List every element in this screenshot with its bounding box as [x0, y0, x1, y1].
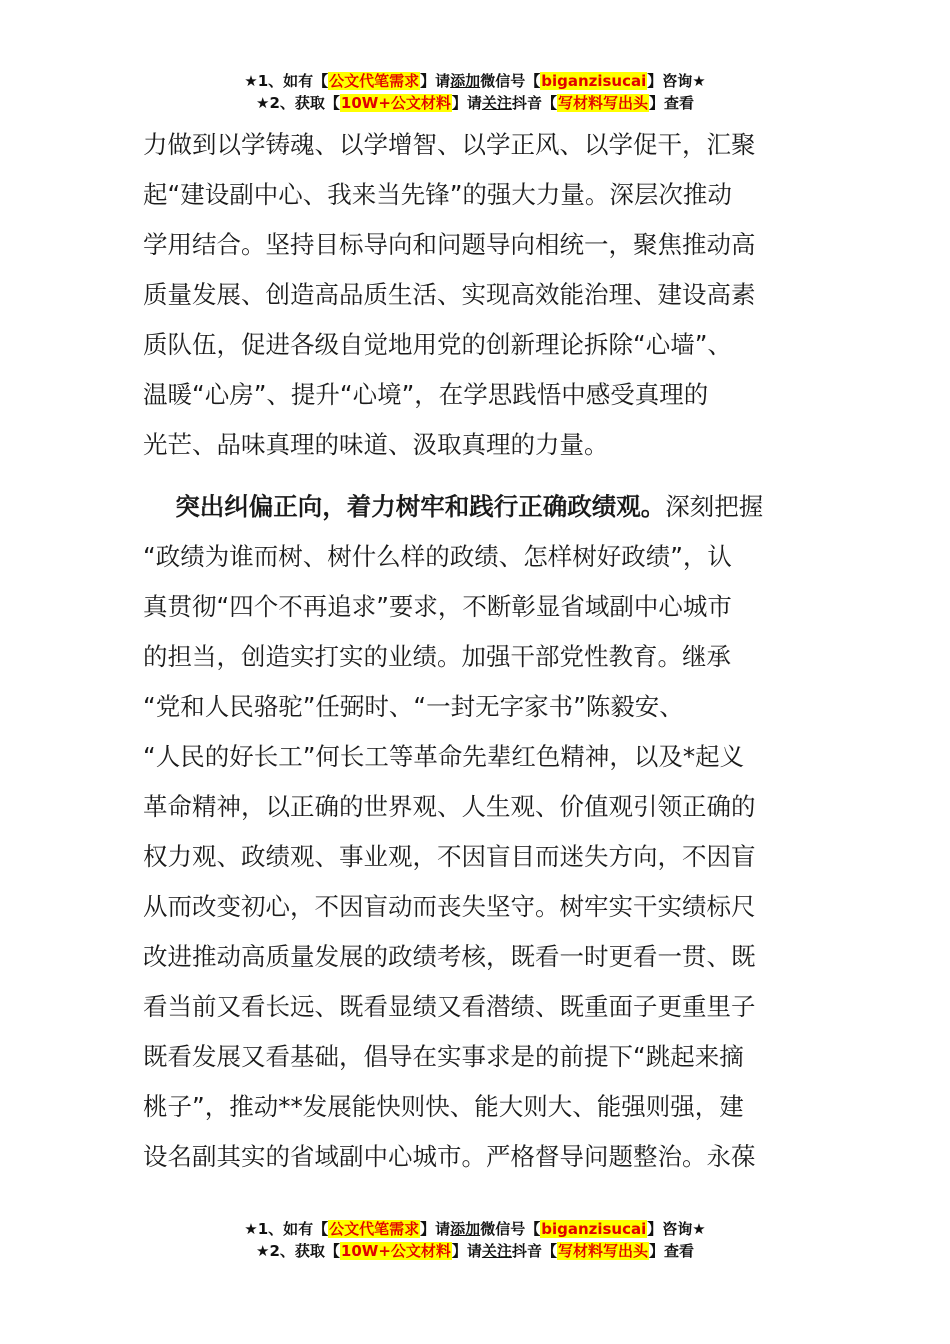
star-icon: ★: [244, 1220, 258, 1238]
header-banner: [0, 70, 950, 114]
text-line: “人民的好长工”何长工等革命先辈红色精神，以及*起义: [143, 742, 745, 771]
text-line: 突出纠偏正向，着力树牢和践行正确政绩观。深刻把握: [175, 492, 764, 521]
footer-banner: [0, 1218, 950, 1262]
star-icon: ★: [256, 1242, 270, 1260]
text-line: 的担当，创造实打实的业绩。加强干部党性教育。继承: [143, 642, 731, 671]
star-icon: ★: [256, 94, 270, 112]
text-line: 真贯彻“四个不再追求”要求，不断彰显省域副中心城市: [143, 592, 732, 621]
text-line: 温暖“心房”、提升“心境”，在学思践悟中感受真理的: [143, 380, 709, 409]
text-line: 学用结合。坚持目标导向和问题导向相统一，聚焦推动高: [143, 230, 756, 259]
text-line: 起“建设副中心、我来当先锋”的强大力量。深层次推动: [143, 180, 732, 209]
highlight-ghostwriting: 公文代笔需求: [329, 1220, 420, 1238]
star-icon: ★: [692, 72, 706, 90]
banner-line-2: ★2、获取【10W+公文材料】请关注抖音【写材料写出头】查看: [256, 1242, 694, 1260]
text-line: 设名副其实的省域副中心城市。严格督导问题整治。永葆: [143, 1142, 756, 1171]
text-line: 从而改变初心，不因盲动而丧失坚守。树牢实干实绩标尺: [143, 892, 756, 921]
document-body: [143, 120, 808, 1182]
paragraph-2: [143, 482, 808, 1182]
highlight-materials: 10W+公文材料: [340, 1242, 451, 1260]
text-line: 改进推动高质量发展的政绩考核，既看一时更看一贯、既: [143, 942, 756, 971]
wechat-id: biganzisucai: [541, 72, 647, 90]
highlight-ghostwriting: 公文代笔需求: [329, 72, 420, 90]
text-line: 桃子”，推动**发展能快则快、能大则大、能强则强，建: [143, 1092, 744, 1121]
star-icon: ★: [244, 72, 258, 90]
text-line: 看当前又看长远、既看显绩又看潜绩、既重面子更重里子: [143, 992, 756, 1021]
text-line: “政绩为谁而树、树什么样的政绩、怎样树好政绩”，认: [143, 542, 732, 571]
highlight-materials: 10W+公文材料: [340, 94, 451, 112]
text-line: 权力观、政绩观、事业观，不因盲目而迷失方向，不因盲: [143, 842, 756, 871]
paragraph-heading: 突出纠偏正向，着力树牢和践行正确政绩观。: [175, 492, 666, 521]
star-icon: ★: [692, 1220, 706, 1238]
banner-line-2: ★2、获取【10W+公文材料】请关注抖音【写材料写出头】查看: [256, 94, 694, 112]
text-line: 革命精神，以正确的世界观、人生观、价值观引领正确的: [143, 792, 756, 821]
banner-line-1: ★1、如有【公文代笔需求】请添加微信号【biganzisucai】咨询★: [244, 1220, 706, 1238]
text-line: “党和人民骆驼”任弼时、“一封无字家书”陈毅安、: [143, 692, 684, 721]
text-line: 质量发展、创造高品质生活、实现高效能治理、建设高素: [143, 280, 756, 309]
text-line: 力做到以学铸魂、以学增智、以学正风、以学促干，汇聚: [143, 130, 756, 159]
text-line: 光芒、品味真理的味道、汲取真理的力量。: [143, 430, 609, 459]
banner-line-1: ★1、如有【公文代笔需求】请添加微信号【biganzisucai】咨询★: [244, 72, 706, 90]
douyin-account: 写材料写出头: [557, 1242, 648, 1260]
douyin-account: 写材料写出头: [557, 94, 648, 112]
paragraph-1: [143, 120, 808, 470]
wechat-id: biganzisucai: [541, 1220, 647, 1238]
text-line: 质队伍，促进各级自觉地用党的创新理论拆除“心墙”、: [143, 330, 732, 359]
text-line: 既看发展又看基础，倡导在实事求是的前提下“跳起来摘: [143, 1042, 744, 1071]
